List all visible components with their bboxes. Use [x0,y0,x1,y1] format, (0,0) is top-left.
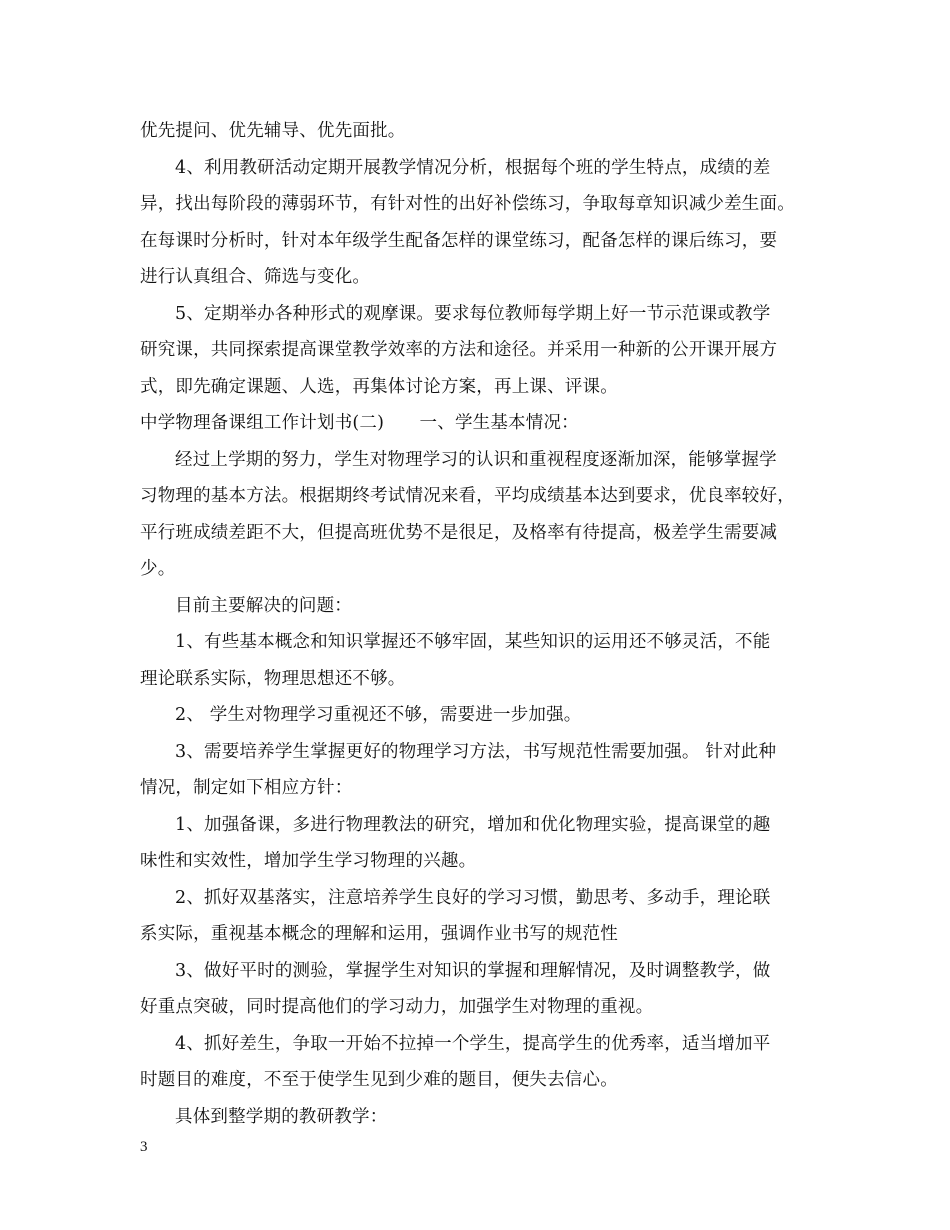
text-line: 1、有些基本概念和知识掌握还不够牢固，某些知识的运用还不够灵活，不能 [175,632,771,652]
text-line: 习物理的基本方法。根据期终考试情况来看，平均成绩基本达到要求，优良率较好， [140,486,795,506]
text-line: 3、需要培养学生掌握更好的物理学习方法，书写规范性需要加强。 针对此种 [175,741,777,762]
text-line: 系实际，重视基本概念的理解和运用，强调作业书写的规范性 [140,924,618,944]
text-line: 平行班成绩差距不大，但提高班优势不是很足，及格率有待提高，极差学生需要减 [140,522,778,543]
text-line: 情况，制定如下相应方针： [140,778,353,798]
text-line: 研究课，共同探索提高课堂教学效率的方法和途径。并采用一种新的公开课开展方 [140,340,778,360]
text-line: 4、抓好差生，争取一开始不拉掉一个学生，提高学生的优秀率，适当增加平 [175,1033,771,1054]
page-number: 3 [140,1139,148,1155]
text-line: 味性和实效性，增加学生学习物理的兴趣。 [140,851,477,871]
text-line: 3、做好平时的测验，掌握学生对知识的掌握和理解情况，及时调整教学，做 [175,960,771,981]
text-line: 中学物理备课组工作计划书(二) 一、学生基本情况： [140,413,579,433]
text-line: 具体到整学期的教研教学： [175,1106,388,1127]
document-body [140,113,830,1135]
text-line: 5、定期举办各种形式的观摩课。要求每位教师每学期上好一节示范课或教学 [175,303,771,324]
text-line: 4、利用教研活动定期开展教学情况分析，根据每个班的学生特点，成绩的差 [175,157,771,178]
text-line: 1、加强备课，多进行物理教法的研究，增加和优化物理实验，提高课堂的趣 [175,814,771,835]
text-line: 优先提问、优先辅导、优先面批。 [140,121,406,141]
text-line: 少。 [140,559,176,579]
text-line: 2、 学生对物理学习重视还不够，需要进一步加强。 [175,705,582,725]
text-line: 好重点突破，同时提高他们的学习动力，加强学生对物理的重视。 [140,997,654,1017]
text-line: 经过上学期的努力，学生对物理学习的认识和重视程度逐渐加深，能够掌握学 [175,449,777,470]
text-line: 时题目的难度，不至于使学生见到少难的题目，便失去信心。 [140,1070,618,1090]
text-line: 2、抓好双基落实，注意培养学生良好的学习习惯，勤思考、多动手，理论联 [175,887,771,908]
text-line: 异，找出每阶段的薄弱环节，有针对性的出好补偿练习，争取每章知识减少差生面。 [140,194,795,214]
text-line: 进行认真组合、筛选与变化。 [140,267,371,287]
text-line: 理论联系实际，物理思想还不够。 [140,668,406,689]
text-line: 式，即先确定课题、人选，再集体讨论方案，再上课、评课。 [140,376,618,397]
text-line: 目前主要解决的问题： [175,595,352,616]
text-line: 在每课时分析时，针对本年级学生配备怎样的课堂练习，配备怎样的课后练习，要 [140,230,778,251]
